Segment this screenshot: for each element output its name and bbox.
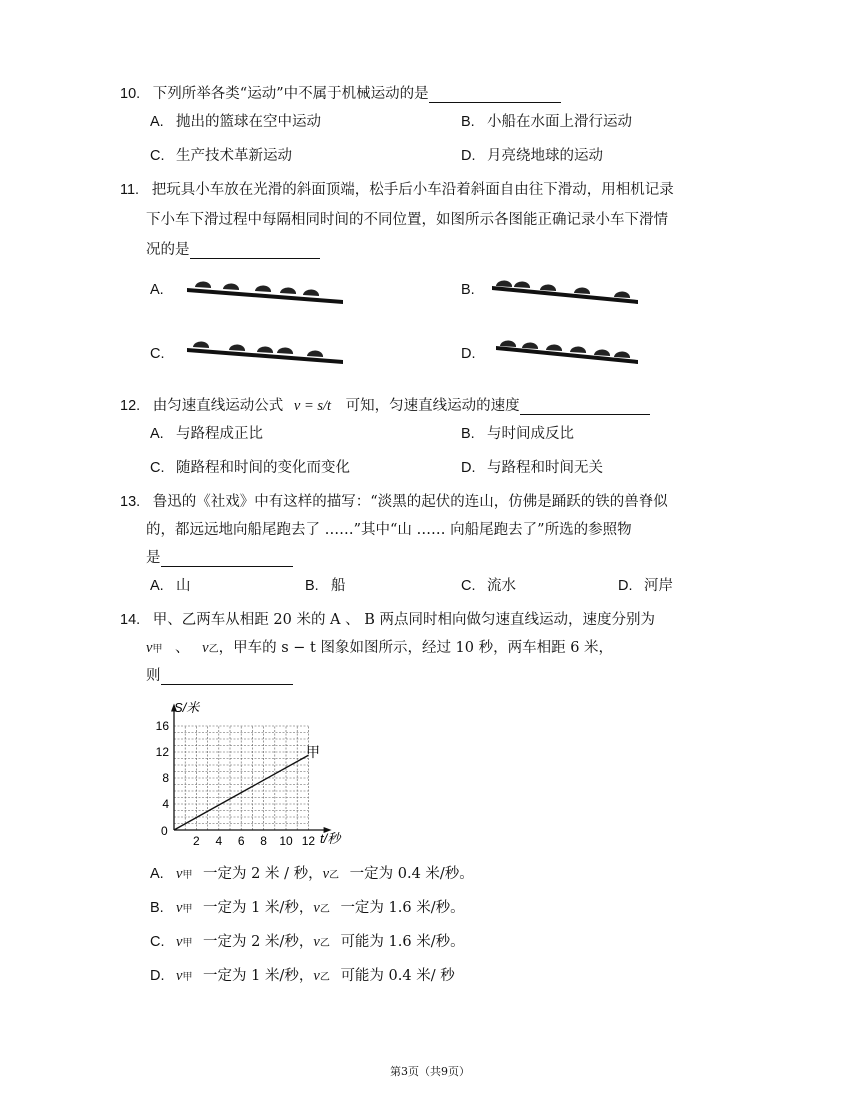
answer-blank[interactable] (520, 398, 650, 415)
q14-option-a[interactable]: A. v甲 一定为 2 米 / 秒，v乙 一定为 0.4 米/秒。 (150, 866, 474, 882)
q14-stem-line3: 则 (146, 664, 293, 685)
q11-option-a[interactable]: A. (150, 282, 164, 298)
q10-option-c[interactable]: C. 生产技术革新运动 (150, 148, 292, 164)
car-slope-diagram-b (490, 272, 640, 312)
car-slope-diagram-a (185, 270, 345, 310)
answer-blank[interactable] (190, 242, 320, 259)
answer-blank[interactable] (161, 550, 293, 567)
question-text: 下列所举各类“运动”中不属于机械运动的是 (152, 86, 429, 102)
q13-option-a[interactable]: A. 山 (150, 578, 191, 594)
series-label-jia: 甲 (306, 744, 320, 760)
q11-stem-line3: 况的是 (146, 238, 320, 259)
q12-option-c[interactable]: C. 随路程和时间的变化而变化 (150, 460, 350, 476)
q11-stem-line2: 下小车下滑过程中每隔相同时间的不同位置，如图所示各图能正确记录小车下滑情 (146, 212, 668, 228)
q13-option-c[interactable]: C. 流水 (461, 578, 516, 594)
car-slope-diagram-c (185, 334, 345, 374)
question-number: 10. (120, 86, 141, 102)
y-tick-label: 16 (155, 719, 169, 733)
q11-option-b[interactable]: B. (461, 282, 475, 298)
chart-axes (171, 704, 332, 834)
q10-stem (120, 82, 561, 103)
q14-stem-line2: v甲 、 v乙，甲车的 s − t 图象如图所示，经过 10 秒，两车相距 6 米， (146, 640, 614, 656)
q14-option-c[interactable]: C. v甲 一定为 2 米/秒，v乙 可能为 1.6 米/秒。 (150, 934, 465, 950)
answer-blank[interactable] (429, 86, 561, 103)
y-tick-label: 8 (162, 771, 169, 785)
question-number: 11. (120, 182, 140, 198)
q11-option-c[interactable]: C. (150, 346, 165, 362)
q13-stem-line3: 是 (146, 546, 293, 567)
question-number: 14. (120, 612, 141, 628)
x-tick-label: 6 (237, 834, 245, 848)
st-graph (140, 695, 370, 855)
question-number: 13. (120, 494, 141, 510)
q12-option-d[interactable]: D. 与路程和时间无关 (461, 460, 603, 476)
q13-stem-line2: 的，都远远地向船尾跑去了 ……”其中“山 …… 向船尾跑去了”所选的参照物 (146, 522, 632, 538)
q13-option-d[interactable]: D. 河岸 (618, 578, 673, 594)
question-number: 12. (120, 398, 141, 414)
chart-grid (174, 726, 308, 830)
q10-option-a[interactable]: A. 抛出的篮球在空中运动 (150, 114, 321, 130)
q11-option-d[interactable]: D. (461, 346, 476, 362)
x-tick-label: 12 (301, 834, 316, 848)
q10-option-b[interactable]: B. 小船在水面上滑行运动 (461, 114, 632, 130)
chart-tick-labels (156, 719, 316, 848)
y-tick-label: 4 (162, 797, 169, 811)
q13-option-b[interactable]: B. 船 (305, 578, 346, 594)
q10-option-d[interactable]: D. 月亮绕地球的运动 (461, 148, 603, 164)
velocity-formula: v = s/t (293, 398, 332, 414)
x-tick-label: 10 (279, 834, 293, 848)
x-tick-label: 4 (215, 834, 223, 848)
q12-option-a[interactable]: A. 与路程成正比 (150, 426, 263, 442)
page-footer: 第3页（共9页） (390, 1065, 470, 1078)
car-slope-diagram-d (494, 334, 640, 374)
q14-option-d[interactable]: D. v甲 一定为 1 米/秒，v乙 可能为 0.4 米/ 秒 (150, 968, 455, 984)
y-tick-label: 12 (155, 745, 169, 759)
q12-stem: 12. 由匀速直线运动公式 v = s/t 可知，匀速直线运动的速度 (120, 394, 650, 415)
x-tick-label: 2 (193, 834, 200, 848)
q12-option-b[interactable]: B. 与时间成反比 (461, 426, 574, 442)
x-tick-label: 8 (260, 834, 267, 848)
answer-blank[interactable] (161, 668, 293, 685)
q11-stem-line1: 11. 把玩具小车放在光滑的斜面顶端，松手后小车沿着斜面自由往下滑动，用相机记录 (120, 182, 674, 198)
q14-option-b[interactable]: B. v甲 一定为 1 米/秒，v乙 一定为 1.6 米/秒。 (150, 900, 465, 916)
q14-stem-line1: 14. 甲、乙两车从相距 20 米的 A 、 B 两点同时相向做匀速直线运动，速度分别为 (120, 612, 656, 628)
y-axis-label: S/米 (174, 700, 200, 715)
origin-label: 0 (161, 824, 168, 838)
x-axis-label: t/秒 (320, 831, 341, 846)
q13-stem-line1: 13. 鲁迅的《社戏》中有这样的描写：“淡黑的起伏的连山，仿佛是踊跃的铁的兽脊似 (120, 494, 668, 510)
